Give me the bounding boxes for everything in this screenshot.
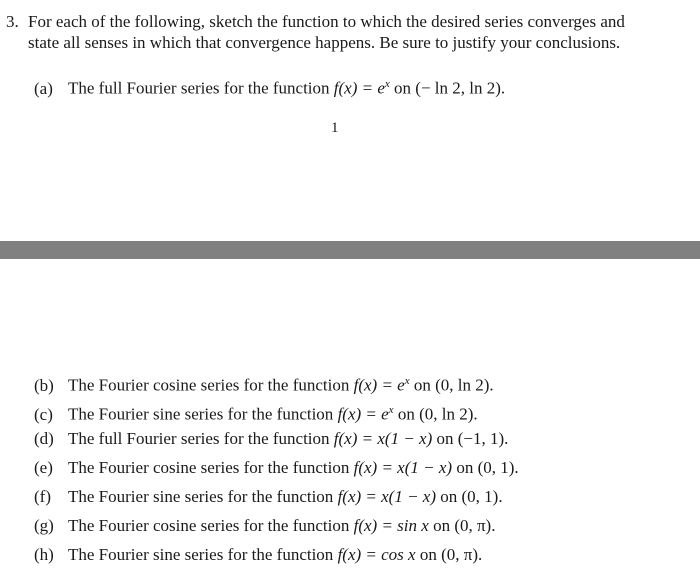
problem-number: 3. bbox=[6, 12, 19, 31]
part-label: (b) bbox=[34, 375, 54, 395]
page-number: 1 bbox=[331, 120, 339, 136]
part-function: f(x) = e bbox=[337, 404, 389, 424]
page-break-divider bbox=[0, 241, 700, 259]
part-d bbox=[34, 429, 519, 458]
parts-list bbox=[34, 371, 519, 574]
part-a-lead: The full Fourier series for the function bbox=[68, 78, 330, 98]
part-c bbox=[34, 400, 519, 429]
part-label: (c) bbox=[34, 404, 53, 424]
part-function: f(x) = e bbox=[353, 375, 405, 395]
part-interval: (0, 1). bbox=[461, 487, 503, 506]
part-a-exponent: x bbox=[384, 78, 390, 90]
part-interval: (0, ln 2). bbox=[419, 404, 478, 424]
part-function: f(x) = x(1 − x) bbox=[333, 429, 433, 448]
part-interval: (0, 1). bbox=[477, 458, 519, 477]
part-interval: (0, π). bbox=[441, 545, 483, 564]
part-a-label: (a) bbox=[34, 78, 53, 98]
part-h bbox=[34, 545, 519, 574]
part-exponent: x bbox=[388, 404, 394, 416]
part-function: f(x) = cos x bbox=[337, 545, 416, 564]
part-lead: The Fourier cosine series for the function bbox=[68, 458, 350, 477]
part-e bbox=[34, 458, 519, 487]
part-b bbox=[34, 371, 519, 400]
part-on: on bbox=[413, 375, 431, 395]
part-on: on bbox=[397, 404, 415, 424]
part-function: f(x) = sin x bbox=[353, 516, 429, 535]
part-interval: (0, ln 2). bbox=[435, 375, 494, 395]
part-label: (g) bbox=[34, 516, 54, 535]
part-label: (f) bbox=[34, 487, 51, 506]
part-exponent: x bbox=[404, 375, 410, 387]
part-label: (d) bbox=[34, 429, 54, 448]
part-a-interval: (− ln 2, ln 2). bbox=[415, 78, 506, 98]
part-lead: The Fourier cosine series for the function bbox=[68, 375, 350, 395]
part-interval: (0, π). bbox=[454, 516, 496, 535]
part-on: on bbox=[456, 458, 474, 477]
part-a-on: on bbox=[394, 78, 412, 98]
problem-text-line-2: state all senses in which that convergence happens. Be sure to justify your conclusions. bbox=[28, 33, 621, 52]
part-f bbox=[34, 487, 519, 516]
part-lead: The Fourier sine series for the function bbox=[68, 487, 334, 506]
part-label: (h) bbox=[34, 545, 54, 564]
part-lead: The full Fourier series for the function bbox=[68, 429, 330, 448]
part-lead: The Fourier cosine series for the function bbox=[68, 516, 350, 535]
part-lead: The Fourier sine series for the function bbox=[68, 404, 334, 424]
part-g bbox=[34, 516, 519, 545]
part-on: on bbox=[436, 429, 454, 448]
part-a-function: f(x) = e bbox=[333, 78, 385, 98]
part-function: f(x) = x(1 − x) bbox=[337, 487, 437, 506]
part-on: on bbox=[419, 545, 437, 564]
part-on: on bbox=[440, 487, 458, 506]
part-a bbox=[34, 74, 505, 99]
part-on: on bbox=[433, 516, 451, 535]
problem-text-line-1: For each of the following, sketch the function to which the desired series converges and bbox=[28, 12, 625, 31]
part-lead: The Fourier sine series for the function bbox=[68, 545, 334, 564]
part-interval: (−1, 1). bbox=[457, 429, 509, 448]
part-label: (e) bbox=[34, 458, 53, 477]
part-function: f(x) = x(1 − x) bbox=[353, 458, 453, 477]
